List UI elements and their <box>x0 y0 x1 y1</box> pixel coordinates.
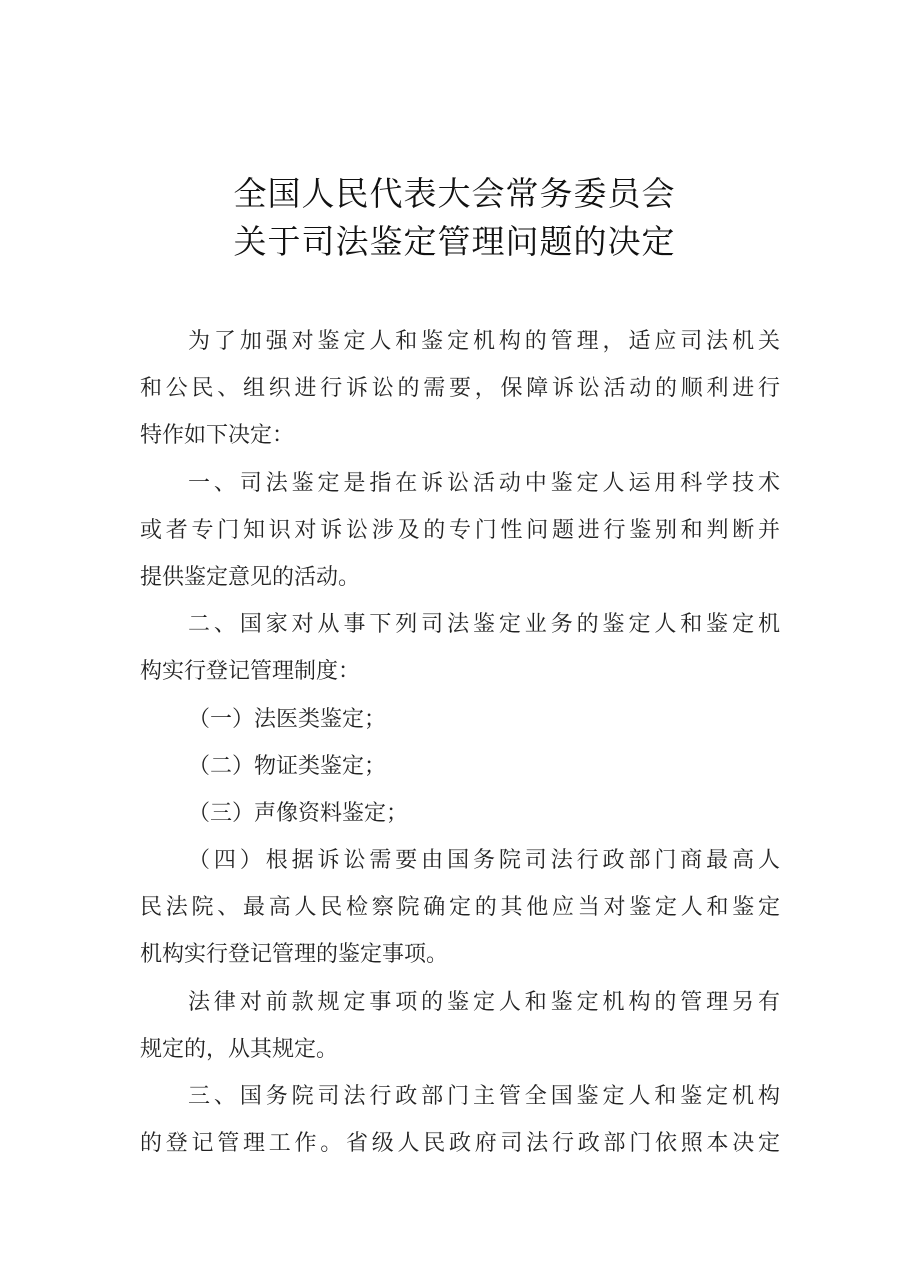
body-line: 二、国家对从事下列司法鉴定业务的鉴定人和鉴定机 <box>188 612 780 638</box>
body-line: 和公民、组织进行诉讼的需要，保障诉讼活动的顺利进行 <box>140 376 780 402</box>
list-item: （四）根据诉讼需要由国务院司法行政部门商最高人 <box>188 848 780 874</box>
body-line: 法律对前款规定事项的鉴定人和鉴定机构的管理另有 <box>188 989 780 1015</box>
body-line: 三、国务院司法行政部门主管全国鉴定人和鉴定机构 <box>188 1084 780 1109</box>
body-line: 民法院、最高人民检察院确定的其他应当对鉴定人和鉴定 <box>140 895 780 921</box>
body-line: 机构实行登记管理的鉴定事项。 <box>140 942 449 968</box>
document-title-line-1: 全国人民代表大会常务委员会 <box>233 174 676 213</box>
document-title-line-2: 关于司法鉴定管理问题的决定 <box>233 222 676 261</box>
body-line: 提供鉴定意见的活动。 <box>140 564 361 590</box>
body-line: 构实行登记管理制度： <box>140 659 361 685</box>
body-line: 特作如下决定： <box>140 423 295 449</box>
body-line: 规定的，从其规定。 <box>140 1036 339 1062</box>
list-item: （一）法医类鉴定； <box>188 706 387 732</box>
list-item: （三）声像资料鉴定； <box>188 800 409 826</box>
body-line: 的登记管理工作。省级人民政府司法行政部门依照本决定 <box>140 1131 780 1157</box>
body-line: 或者专门知识对诉讼涉及的专门性问题进行鉴别和判断并 <box>140 517 780 543</box>
list-item: （二）物证类鉴定； <box>188 753 387 779</box>
document-body <box>140 318 780 1167</box>
body-line: 一、司法鉴定是指在诉讼活动中鉴定人运用科学技术 <box>188 470 780 496</box>
body-line: 为了加强对鉴定人和鉴定机构的管理，适应司法机关 <box>188 329 780 354</box>
